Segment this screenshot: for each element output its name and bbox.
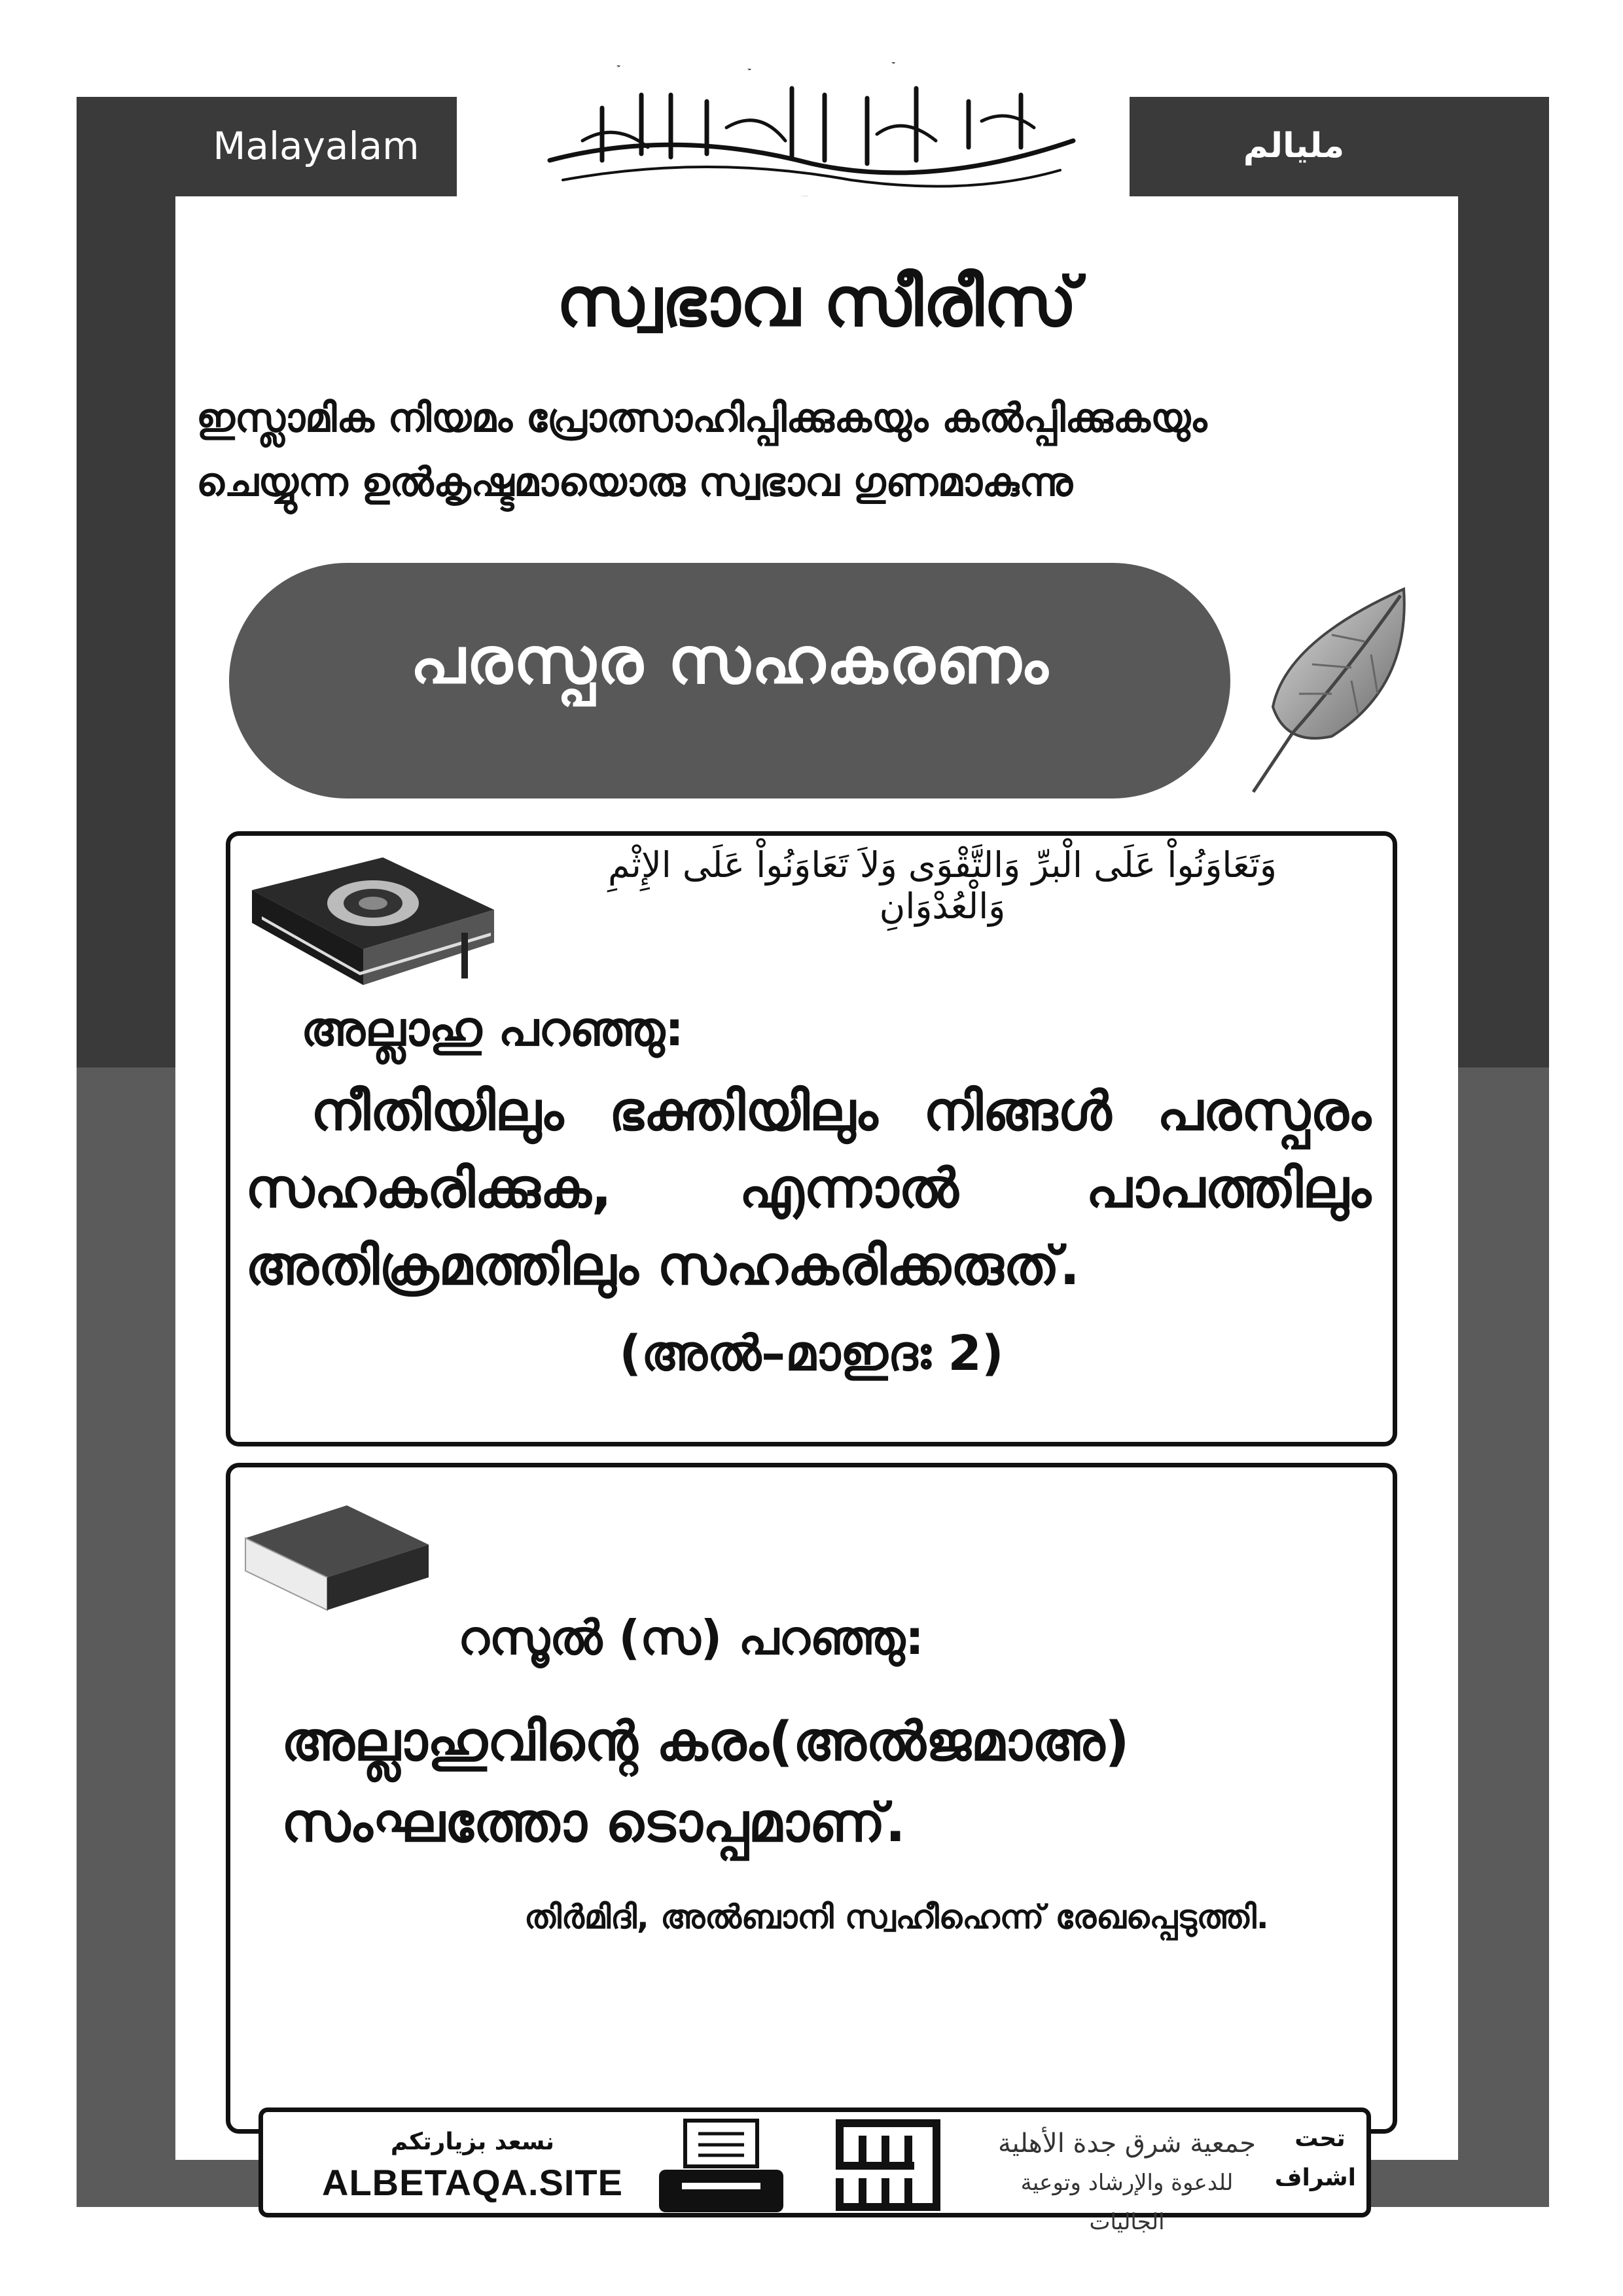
closed-book-icon [242,1499,432,1617]
series-subtitle [196,386,1440,514]
supervision-label-2: اشراف [1274,2164,1356,2191]
svg-text:ۡ [747,69,752,71]
quran-intro: അല്ലാഹു പറഞ്ഞു: [301,1001,684,1056]
hadith-line-1: അല്ലാഹുവിന്റെ കരം(അൽജമാഅ) [281,1711,1130,1773]
hadith-text [281,1702,1368,1864]
svg-text:ۡ [891,62,896,64]
supervision-label-1: تحت [1294,2125,1346,2152]
kufic-logo [832,2116,944,2214]
organization-name [990,2124,1264,2242]
kufic-text: دعوة الورقة [886,2165,890,2166]
quran-translation: നീതിയിലും ഭക്തിയിലും നിങ്ങൾ പരസ്പരം സഹകരിക്കുക, എന്നാൽ പാപത്തിലും അതിക്രമത്തിലും സഹകരിക്കരുത്. [245,1081,1371,1297]
topic-title: പരസ്പര സഹകരണം [410,623,1050,698]
organization-line-1: جمعية شرق جدة الأهلية [998,2128,1256,2159]
language-tab-english: Malayalam [175,97,457,195]
hadith-intro: റസൂൽ (സ) പറഞ്ഞു: [458,1610,924,1665]
topic-banner [229,563,1230,798]
language-tab-arabic: مليالم [1130,97,1458,195]
footer-site-link[interactable]: ALBETAQA.SITE [322,2162,623,2203]
footer [259,2108,1371,2235]
footer-visit-text: نسعد بزيارتكم [390,2128,555,2155]
printer-icon [656,2117,787,2215]
quran-reference: (അൽ–മാഇദഃ 2) [619,1325,1004,1382]
leaf-icon [1247,583,1417,798]
quran-book-icon [245,851,501,1008]
basmala-calligraphy [510,49,1099,200]
hadith-reference: തിർമിദി, അൽബാനി സ്വഹീഹെന്ന് രേഖപ്പെടുത്തി. [524,1898,1269,1936]
organization-line-2: للدعوة والإرشاد وتوعية الجاليات [1020,2170,1234,2235]
hadith-line-2: സംഘത്തോ ടൊപ്പമാണ്. [281,1792,906,1854]
subtitle-line-2: ചെയ്യുന്ന ഉൽകൃഷ്ടമായൊരു സ്വഭാവ ഗുണമാകുന്നു [196,459,1073,505]
basmala-text: بسم الله الرحمن الرحيم [801,196,809,197]
quran-arabic-text: وَتَعَاوَنُواْ عَلَى الْبرِّ وَالتَّقْوَى وَلاَ تَعَاوَنُواْ عَلَى الإِثْمِ وَالْعُدْوَانِ [607,844,1277,927]
svg-text:ۡ [616,65,621,67]
subtitle-line-1: ഇസ്ലാമിക നിയമം പ്രോത്സാഹിപ്പിക്കുകയും കൽപ്പിക്കുകയും [196,395,1207,441]
series-title: സ്വഭാവ സീരീസ് [556,262,1077,342]
